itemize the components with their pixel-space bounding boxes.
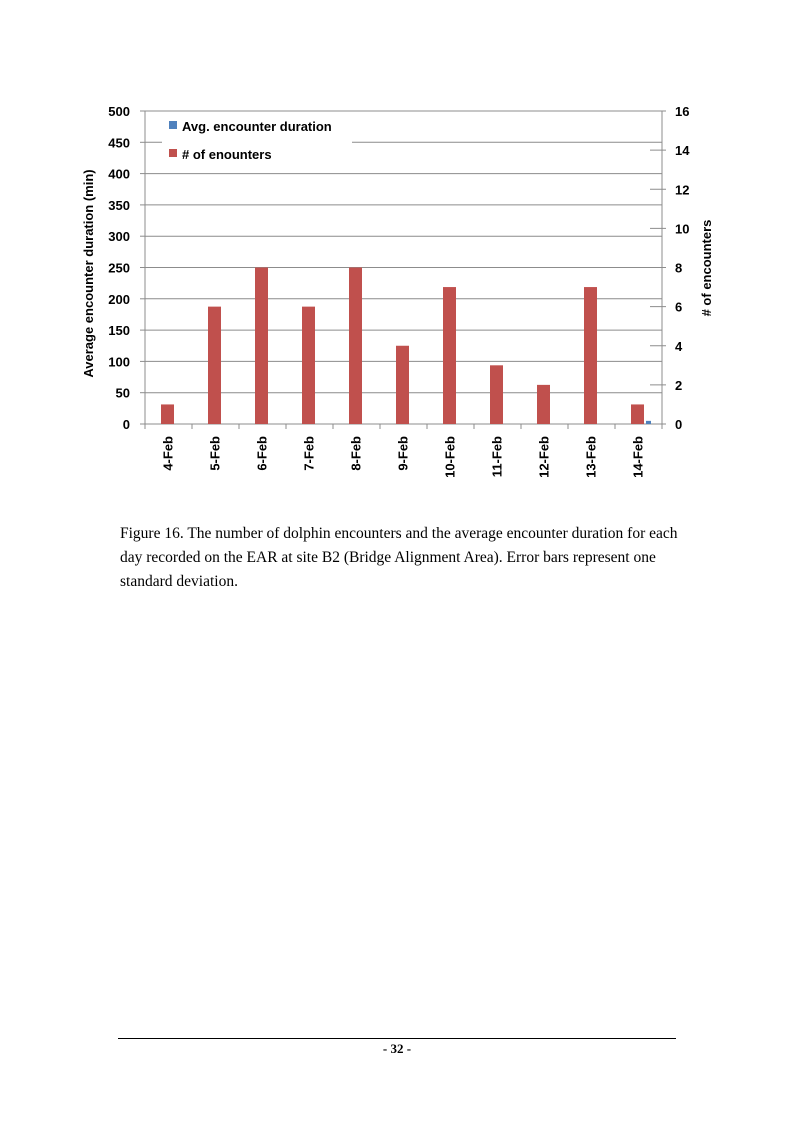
legend-label-avg-duration: Avg. encounter duration [182,119,332,134]
encounter-count-bar [208,307,221,424]
y-tick-label: 350 [108,197,130,213]
x-tick-label: 14-Feb [630,436,646,478]
y2-tick-label: 8 [675,260,683,276]
legend-label-encounters: # of enounters [182,147,272,162]
x-tick-label: 10-Feb [442,436,458,478]
encounter-count-bar [396,346,409,424]
y-tick-label: 150 [108,323,130,339]
x-tick-label: 4-Feb [160,436,176,471]
y-tick-label: 400 [108,166,130,182]
y2-tick-label: 0 [675,417,683,432]
y-tick-label: 300 [108,229,130,245]
dual-axis-bar-chart [0,0,794,500]
y2-tick-label: 2 [675,377,683,393]
y2-axis-title: # of encounters [699,219,714,317]
footer-rule [118,1038,676,1039]
x-tick-label: 8-Feb [348,436,364,471]
y2-tick-label: 14 [675,143,690,159]
y-tick-label: 500 [108,104,130,119]
encounter-count-bar [490,365,503,424]
encounter-count-bar [302,307,315,424]
y2-tick-label: 4 [675,338,683,354]
encounter-count-bar [443,287,456,424]
encounter-count-bar [584,287,597,424]
legend-swatch-avg-duration [169,121,177,129]
x-tick-label: 11-Feb [489,436,505,478]
y2-tick-label: 6 [675,299,683,315]
y2-tick-label: 10 [675,221,690,237]
y-tick-label: 450 [108,135,130,151]
y-tick-label: 0 [122,417,130,432]
y2-tick-label: 16 [675,104,690,119]
y-tick-label: 50 [115,385,130,401]
y-tick-label: 100 [108,354,130,370]
encounter-count-bar [631,404,644,424]
encounter-count-bar [537,385,550,424]
y2-tick-label: 12 [675,182,690,198]
page-number: - 32 - [382,1041,412,1056]
x-tick-label: 7-Feb [301,436,317,471]
x-tick-label: 6-Feb [254,436,270,471]
x-tick-label: 9-Feb [395,436,411,471]
x-tick-label: 12-Feb [536,436,552,478]
encounter-count-bar [255,268,268,425]
x-tick-label: 13-Feb [583,436,599,478]
y-tick-label: 250 [108,260,130,276]
y-axis-title: Average encounter duration (min) [81,169,96,378]
encounter-count-bar [161,404,174,424]
legend-swatch-encounters [169,149,177,157]
avg-duration-bar [646,421,651,424]
y-tick-label: 200 [108,291,130,307]
encounter-count-bar [349,268,362,425]
x-tick-label: 5-Feb [207,436,223,471]
figure-caption: Figure 16. The number of dolphin encounters and the average encounter duration for each day recorded on the EAR at site B2 (Bridge Alignment Area). Error bars represent one standard deviation. [120,525,678,590]
